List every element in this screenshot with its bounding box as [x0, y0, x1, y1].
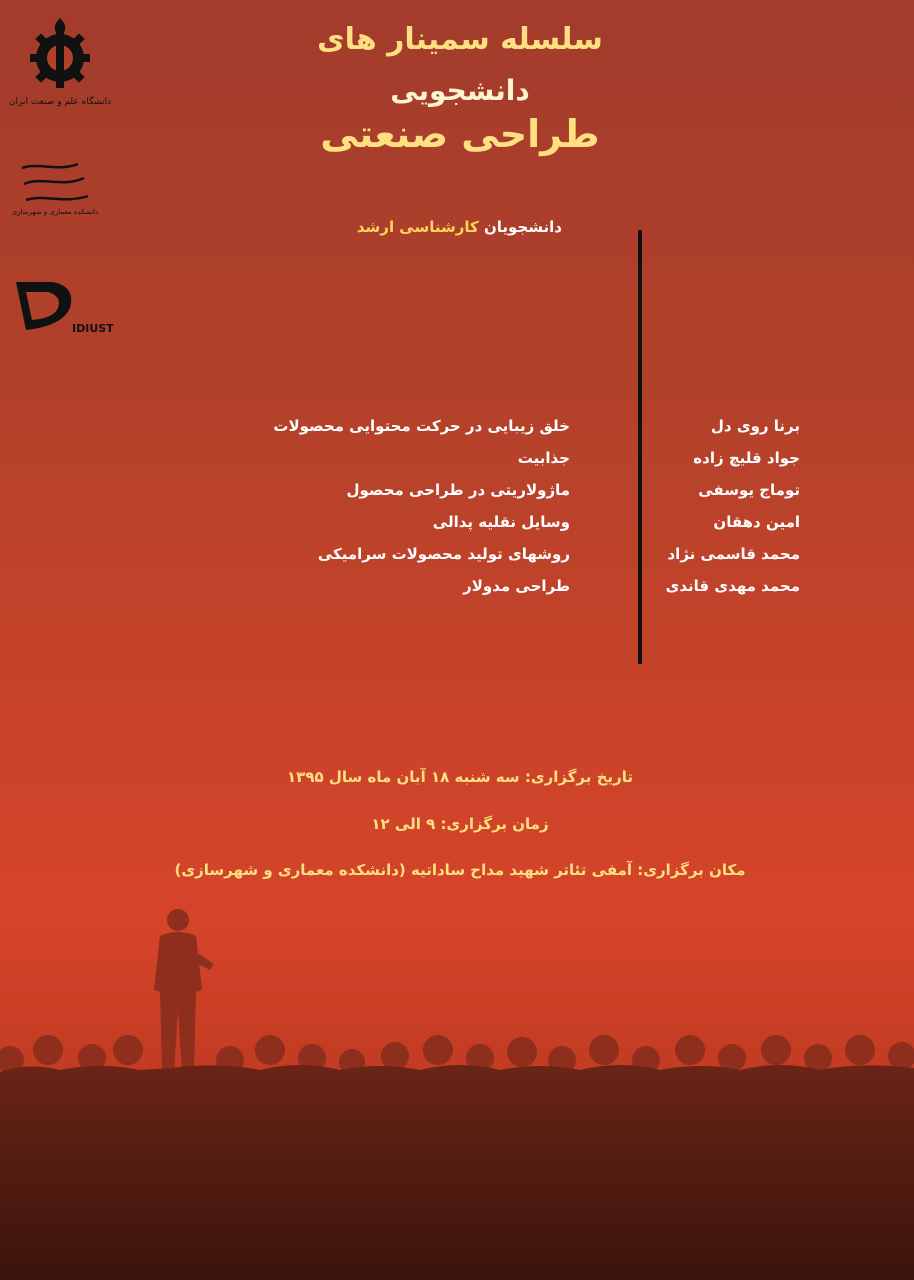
event-place: مکان برگزاری: آمفی تئاتر شهید مداح ساداتیه (دانشکده معماری و شهرسازی) [174, 861, 746, 879]
speaker-name: امین دهقان [713, 513, 800, 531]
speaker-names-column [630, 410, 800, 602]
poster-title-line-2: دانشجویی [390, 74, 530, 107]
audience-prefix: دانشجویان [483, 218, 562, 236]
svg-text:دانشگاه علم و صنعت ایران: دانشگاه علم و صنعت ایران [8, 97, 112, 107]
speaker-name: جواد قلیچ زاده [693, 449, 800, 467]
seminar-topic: طراحی مدولار [463, 577, 570, 595]
poster-title-line-3: طراحی صنعتی [320, 112, 600, 156]
event-date: تاریخ برگزاری: سه شنبه ۱۸ آبان ماه سال ۱۳۹۵ [287, 768, 633, 786]
idiust-logo [12, 278, 114, 336]
speaker-name: توماج یوسفی [698, 481, 800, 499]
event-time: زمان برگزاری: ۹ الی ۱۲ [371, 815, 549, 833]
seminar-topic: ماژولاریتی در طراحی محصول [346, 481, 570, 499]
iust-logo [8, 16, 112, 112]
seminar-topic: خلق زیبایی در حرکت محتوایی محصولات [273, 417, 570, 435]
seminar-topic: جذابیت [517, 449, 570, 467]
audience-highlight: کارشناسی ارشد [356, 218, 479, 236]
seminar-topics-column [240, 410, 570, 602]
seminar-topic: روشهای تولید محصولات سرامیکی [317, 545, 570, 563]
speaker-name: برنا روی دل [710, 417, 800, 435]
audience-silhouette-illustration [0, 900, 914, 1280]
seminar-topic: وسایل نقلیه پدالی [432, 513, 570, 531]
poster-title-line-1: سلسله سمینار های [317, 22, 603, 57]
svg-text:دانشکده معماری و شهرسازی: دانشکده معماری و شهرسازی [11, 208, 99, 216]
speaker-name: محمد قاسمی نژاد [667, 545, 800, 563]
audience-subtitle [357, 218, 562, 236]
svg-text:IDIUST: IDIUST [72, 322, 114, 335]
architecture-faculty-logo [11, 158, 99, 218]
speaker-name: محمد مهدی قاندی [665, 577, 800, 595]
